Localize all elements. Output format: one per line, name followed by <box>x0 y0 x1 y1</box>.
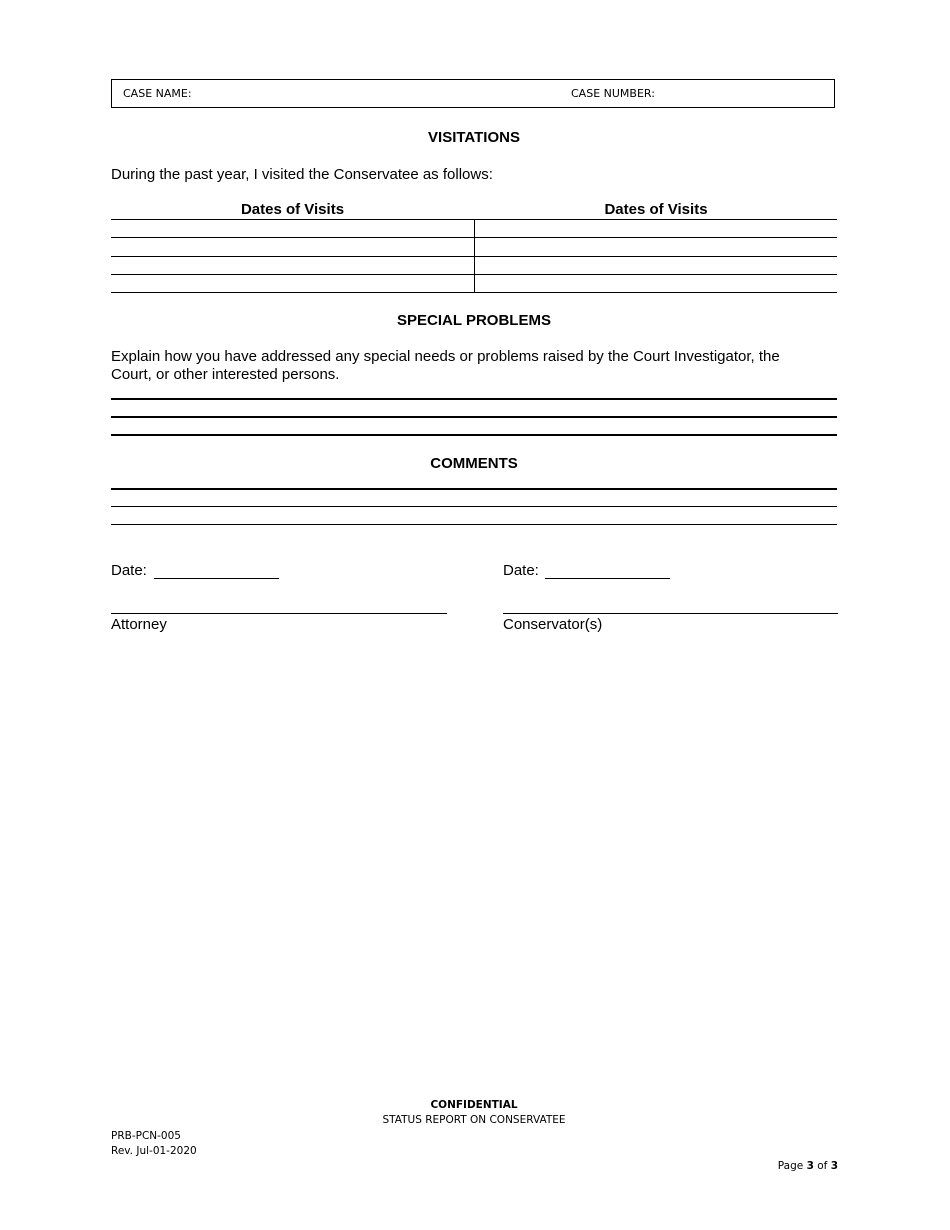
comments-answer-line[interactable] <box>111 524 837 525</box>
visit-date-cell[interactable] <box>476 238 836 255</box>
case-header-box <box>111 79 835 108</box>
conservator-signature-line[interactable] <box>503 613 838 614</box>
conservator-signer-label: Conservator(s) <box>503 616 603 633</box>
comments-answer-line[interactable] <box>111 488 837 490</box>
special-problems-instructions: Explain how you have addressed any special needs or problems raised by the Court Investigator, the Court, or other interested persons. <box>111 348 780 383</box>
special-problems-answer-line[interactable] <box>111 416 837 418</box>
page-of: of <box>817 1160 828 1172</box>
visit-date-cell[interactable] <box>476 257 836 274</box>
form-title: STATUS REPORT ON CONSERVATEE <box>382 1114 566 1126</box>
visit-date-cell[interactable] <box>112 275 473 292</box>
visitations-title: VISITATIONS <box>428 129 520 146</box>
visitations-intro: During the past year, I visited the Conservatee as follows: <box>111 166 493 183</box>
case-number-label: CASE NUMBER: <box>571 87 655 100</box>
visit-date-cell[interactable] <box>476 275 836 292</box>
conservator-date-label: Date: <box>503 562 539 579</box>
attorney-signer-label: Attorney <box>111 616 167 633</box>
attorney-signature-line[interactable] <box>111 613 447 614</box>
comments-title: COMMENTS <box>430 455 518 472</box>
visit-date-cell[interactable] <box>112 220 473 237</box>
page-current: 3 <box>806 1160 814 1172</box>
visits-column-divider <box>474 219 475 293</box>
page-number <box>778 1159 838 1174</box>
attorney-date-label: Date: <box>111 562 147 579</box>
form-code: PRB-PCN-005 <box>111 1130 181 1142</box>
visit-date-cell[interactable] <box>476 220 836 237</box>
visit-date-cell[interactable] <box>112 257 473 274</box>
page-prefix: Page <box>777 1160 804 1172</box>
confidential-label: CONFIDENTIAL <box>430 1099 518 1111</box>
special-problems-title: SPECIAL PROBLEMS <box>397 312 551 329</box>
visits-column-header-left: Dates of Visits <box>240 201 345 218</box>
attorney-date-field[interactable] <box>154 578 279 579</box>
conservator-date-field[interactable] <box>545 578 670 579</box>
comments-answer-line[interactable] <box>111 506 837 507</box>
page-total: 3 <box>830 1160 838 1172</box>
special-problems-answer-line[interactable] <box>111 398 837 400</box>
visit-date-cell[interactable] <box>112 238 473 255</box>
form-revision: Rev. Jul-01-2020 <box>111 1145 197 1157</box>
case-name-label: CASE NAME: <box>123 87 192 100</box>
visits-column-header-right: Dates of Visits <box>604 201 708 218</box>
special-problems-answer-line[interactable] <box>111 434 837 436</box>
